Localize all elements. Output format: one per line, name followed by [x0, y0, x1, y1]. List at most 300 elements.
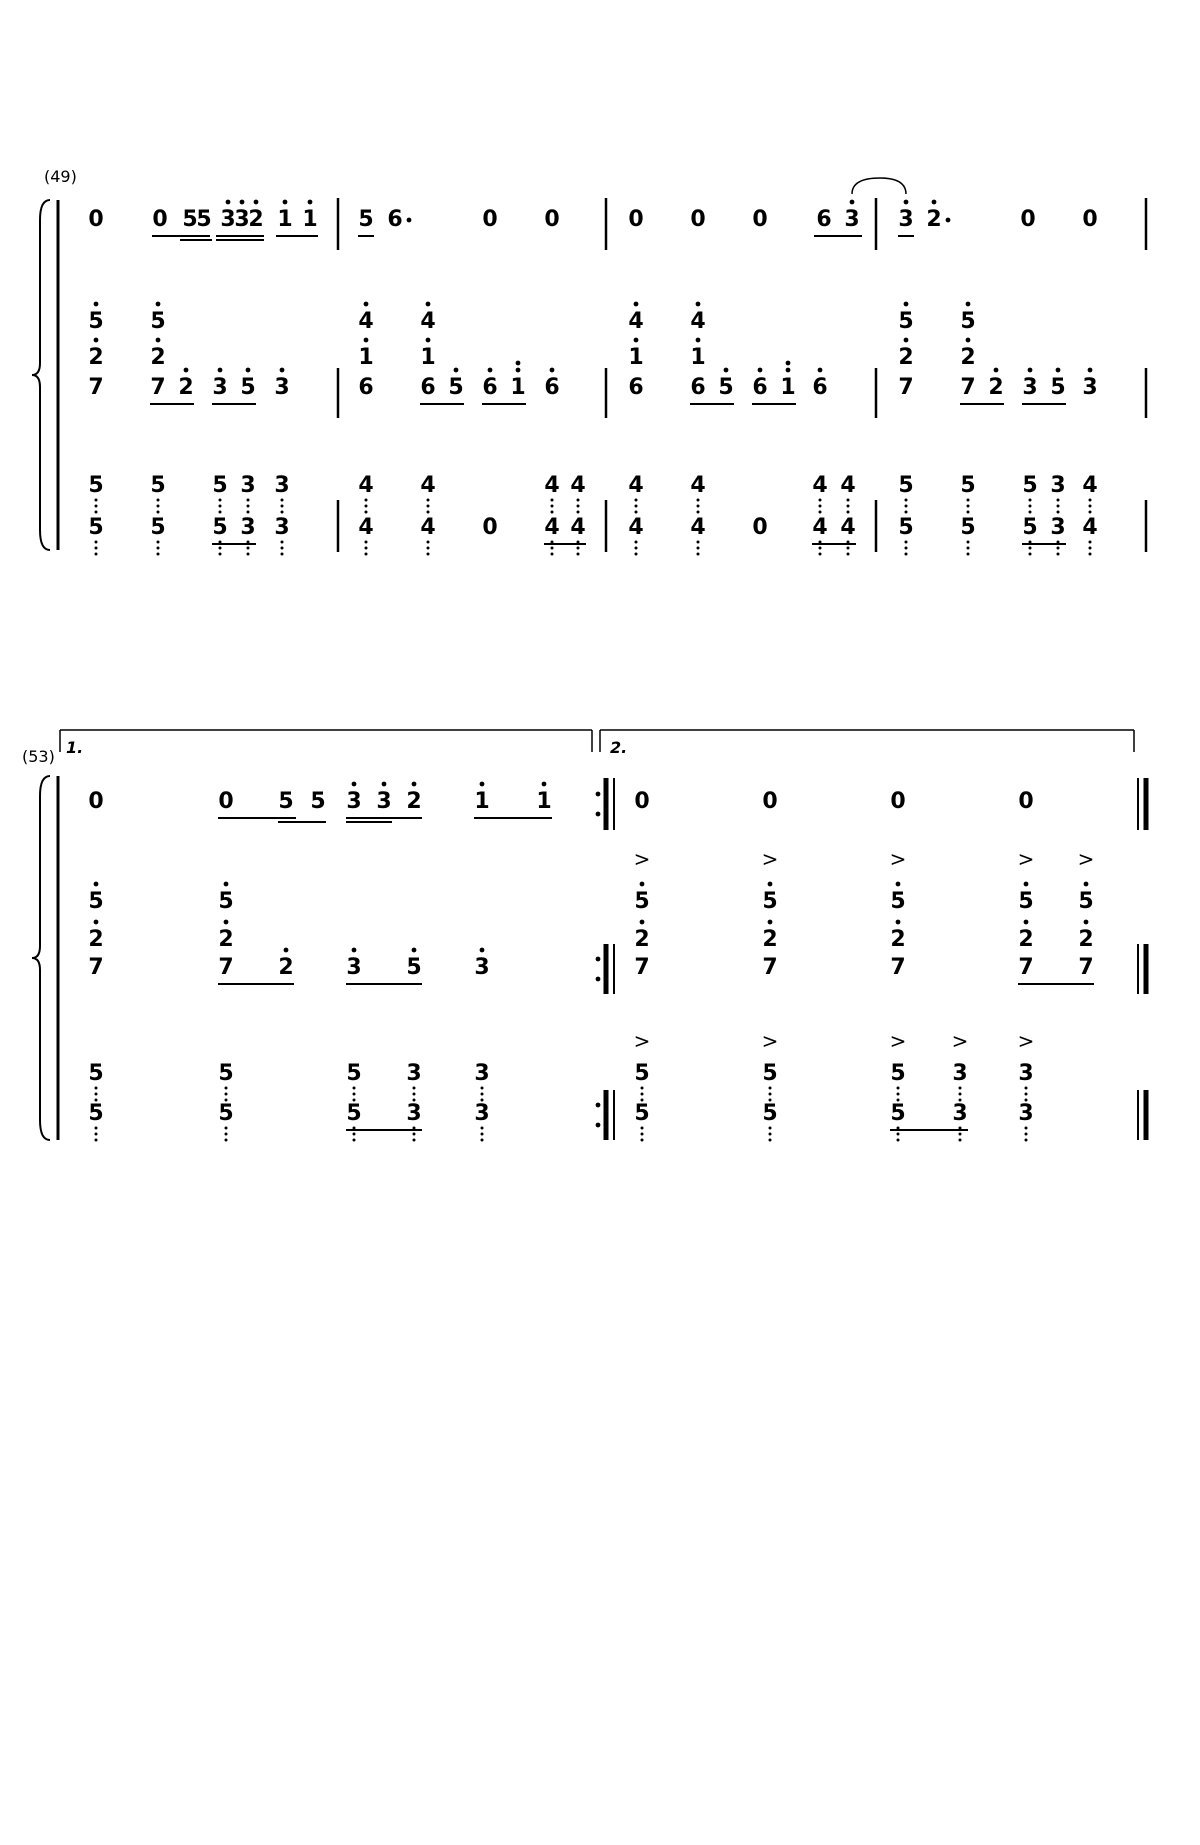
octave-down-dots: [413, 1139, 416, 1142]
note: 7: [762, 955, 778, 980]
octave-down-dots: [959, 1087, 962, 1090]
octave-down-dots: [967, 541, 970, 544]
note: 4: [840, 473, 856, 498]
octave-down-dots: [247, 505, 250, 508]
note: 5: [1022, 515, 1038, 540]
octave-up-dot: [426, 338, 431, 343]
octave-down-dots: [157, 505, 160, 508]
octave-down-dots: [157, 547, 160, 550]
note: 3: [952, 1101, 968, 1126]
note: 3: [1018, 1101, 1034, 1126]
note: 5: [960, 473, 976, 498]
octave-down-dots: [1057, 553, 1060, 556]
octave-up-dot: [480, 782, 485, 787]
note: 6: [482, 375, 498, 400]
octave-up-dot: [224, 882, 229, 887]
note: 4: [812, 515, 828, 540]
note: 5: [406, 955, 422, 980]
octave-up-dot: [516, 368, 521, 373]
note: 6: [690, 375, 706, 400]
note: 0: [634, 789, 650, 814]
octave-up-dot: [94, 338, 99, 343]
note: 5: [196, 207, 212, 232]
octave-down-dots: [847, 499, 850, 502]
note: 0: [218, 789, 234, 814]
note: 5: [718, 375, 734, 400]
octave-up-dot: [1056, 368, 1061, 373]
octave-up-dot: [904, 302, 909, 307]
accent-mark: >: [633, 1029, 651, 1053]
note: 0: [628, 207, 644, 232]
octave-up-dot: [246, 368, 251, 373]
octave-down-dots: [641, 1127, 644, 1130]
note: 5: [88, 889, 104, 914]
octave-down-dots: [551, 547, 554, 550]
note: 3: [406, 1101, 422, 1126]
octave-down-dots: [1025, 1127, 1028, 1130]
octave-down-dots: [481, 1139, 484, 1142]
note: 2: [150, 345, 166, 370]
note: 0: [152, 207, 168, 232]
octave-down-dots: [577, 553, 580, 556]
octave-down-dots: [577, 547, 580, 550]
note: 2: [988, 375, 1004, 400]
octave-up-dot: [904, 338, 909, 343]
accent-mark: >: [761, 1029, 779, 1053]
note: 3: [346, 789, 362, 814]
octave-down-dots: [427, 553, 430, 556]
note: 5: [898, 473, 914, 498]
octave-down-dots: [641, 1093, 644, 1096]
octave-down-dots: [281, 511, 284, 514]
note: 5: [310, 789, 326, 814]
octave-up-dot: [1024, 920, 1029, 925]
octave-down-dots: [697, 505, 700, 508]
note: 0: [1020, 207, 1036, 232]
octave-up-dot: [240, 200, 245, 205]
octave-down-dots: [95, 541, 98, 544]
octave-up-dot: [226, 200, 231, 205]
note: 6: [752, 375, 768, 400]
octave-up-dot: [382, 782, 387, 787]
note: 5: [890, 1101, 906, 1126]
octave-up-dot: [94, 882, 99, 887]
octave-down-dots: [635, 505, 638, 508]
accent-mark: >: [1077, 847, 1095, 871]
note: 4: [1082, 473, 1098, 498]
note: 2: [218, 927, 234, 952]
note: 3: [240, 515, 256, 540]
octave-down-dots: [481, 1093, 484, 1096]
note: 5: [762, 889, 778, 914]
octave-down-dots: [95, 1093, 98, 1096]
note: 7: [88, 955, 104, 980]
note: 6: [812, 375, 828, 400]
octave-up-dot: [156, 338, 161, 343]
octave-down-dots: [1089, 511, 1092, 514]
octave-up-dot: [896, 882, 901, 887]
octave-down-dots: [225, 1093, 228, 1096]
note: 5: [1022, 473, 1038, 498]
octave-up-dot: [488, 368, 493, 373]
octave-down-dots: [365, 505, 368, 508]
octave-down-dots: [481, 1087, 484, 1090]
repeat-dot: [596, 1103, 601, 1108]
octave-down-dots: [95, 1099, 98, 1102]
octave-up-dot: [352, 948, 357, 953]
octave-down-dots: [635, 511, 638, 514]
octave-down-dots: [1089, 547, 1092, 550]
note: 1: [628, 345, 644, 370]
note: 5: [634, 1101, 650, 1126]
octave-down-dots: [641, 1099, 644, 1102]
note: 5: [182, 207, 198, 232]
octave-up-dot: [1024, 882, 1029, 887]
octave-down-dots: [95, 547, 98, 550]
note: 5: [346, 1061, 362, 1086]
octave-down-dots: [959, 1099, 962, 1102]
octave-down-dots: [1057, 505, 1060, 508]
accent-mark: >: [951, 1029, 969, 1053]
note: 4: [570, 515, 586, 540]
note: 1: [474, 789, 490, 814]
octave-up-dot: [412, 782, 417, 787]
note: 5: [150, 473, 166, 498]
note: 3: [474, 955, 490, 980]
octave-up-dot: [454, 368, 459, 373]
octave-up-dot: [1084, 882, 1089, 887]
octave-down-dots: [819, 547, 822, 550]
note: 3: [406, 1061, 422, 1086]
octave-up-dot: [696, 302, 701, 307]
octave-down-dots: [219, 547, 222, 550]
octave-up-dot: [94, 302, 99, 307]
note: 3: [1050, 473, 1066, 498]
note: 3: [1022, 375, 1038, 400]
octave-down-dots: [1089, 553, 1092, 556]
octave-up-dot: [1028, 368, 1033, 373]
octave-down-dots: [897, 1087, 900, 1090]
repeat-dot: [596, 957, 601, 962]
note: 2: [278, 955, 294, 980]
octave-down-dots: [897, 1139, 900, 1142]
note: 7: [150, 375, 166, 400]
octave-down-dots: [157, 511, 160, 514]
note: 5: [634, 1061, 650, 1086]
octave-down-dots: [577, 511, 580, 514]
octave-down-dots: [427, 541, 430, 544]
note: 5: [358, 207, 374, 232]
tie-arc: [852, 178, 906, 194]
octave-up-dot: [218, 368, 223, 373]
octave-down-dots: [1029, 511, 1032, 514]
octave-down-dots: [157, 541, 160, 544]
octave-down-dots: [281, 505, 284, 508]
note: 5: [1018, 889, 1034, 914]
octave-down-dots: [427, 505, 430, 508]
octave-down-dots: [219, 553, 222, 556]
note: 4: [358, 473, 374, 498]
octave-down-dots: [95, 1087, 98, 1090]
note: 2: [88, 345, 104, 370]
note: 3: [1082, 375, 1098, 400]
octave-down-dots: [697, 541, 700, 544]
octave-up-dot: [480, 948, 485, 953]
octave-up-dot: [364, 338, 369, 343]
octave-down-dots: [353, 1133, 356, 1136]
octave-up-dot: [896, 920, 901, 925]
note: 7: [1078, 955, 1094, 980]
note: 4: [544, 473, 560, 498]
octave-down-dots: [697, 547, 700, 550]
octave-down-dots: [641, 1139, 644, 1142]
augmentation-dot: [407, 218, 412, 223]
octave-down-dots: [551, 505, 554, 508]
note: 1: [358, 345, 374, 370]
octave-up-dot: [94, 920, 99, 925]
note: 4: [420, 515, 436, 540]
note: 3: [474, 1061, 490, 1086]
measure-number-49: (49): [44, 167, 77, 186]
note: 4: [1082, 515, 1098, 540]
note: 2: [406, 789, 422, 814]
octave-down-dots: [1025, 1087, 1028, 1090]
octave-down-dots: [1089, 499, 1092, 502]
note: 7: [634, 955, 650, 980]
note: 4: [358, 309, 374, 334]
octave-down-dots: [697, 499, 700, 502]
notation-marks: [32, 178, 1146, 1142]
note: 0: [482, 515, 498, 540]
note: 5: [898, 515, 914, 540]
note: 3: [474, 1101, 490, 1126]
octave-down-dots: [769, 1139, 772, 1142]
note: 1: [536, 789, 552, 814]
note: 5: [448, 375, 464, 400]
octave-down-dots: [1029, 547, 1032, 550]
octave-down-dots: [353, 1139, 356, 1142]
octave-down-dots: [967, 499, 970, 502]
note: 7: [88, 375, 104, 400]
note: 5: [960, 515, 976, 540]
note: 5: [762, 1101, 778, 1126]
octave-down-dots: [1025, 1133, 1028, 1136]
note: 4: [628, 515, 644, 540]
octave-down-dots: [641, 1087, 644, 1090]
note: 4: [690, 473, 706, 498]
octave-up-dot: [640, 882, 645, 887]
octave-down-dots: [427, 547, 430, 550]
octave-down-dots: [365, 541, 368, 544]
octave-down-dots: [905, 505, 908, 508]
octave-down-dots: [1029, 553, 1032, 556]
note: 6: [420, 375, 436, 400]
note: 5: [218, 889, 234, 914]
octave-down-dots: [157, 553, 160, 556]
octave-down-dots: [365, 499, 368, 502]
octave-down-dots: [819, 511, 822, 514]
octave-down-dots: [225, 1127, 228, 1130]
note: 6: [816, 207, 832, 232]
octave-down-dots: [413, 1133, 416, 1136]
octave-down-dots: [1025, 1099, 1028, 1102]
accent-mark: >: [633, 847, 651, 871]
note: 3: [212, 375, 228, 400]
octave-down-dots: [697, 511, 700, 514]
note: 5: [88, 1061, 104, 1086]
note: 2: [926, 207, 942, 232]
note: 7: [1018, 955, 1034, 980]
octave-down-dots: [247, 499, 250, 502]
octave-down-dots: [247, 547, 250, 550]
repeat-dot: [596, 812, 601, 817]
note: 0: [752, 207, 768, 232]
note: 5: [1078, 889, 1094, 914]
octave-down-dots: [427, 511, 430, 514]
note: 4: [812, 473, 828, 498]
note: 0: [1082, 207, 1098, 232]
octave-down-dots: [577, 505, 580, 508]
octave-down-dots: [219, 505, 222, 508]
note: 3: [274, 375, 290, 400]
repeat-dot: [596, 792, 601, 797]
note: 5: [278, 789, 294, 814]
octave-down-dots: [95, 1133, 98, 1136]
note: 7: [218, 955, 234, 980]
octave-up-dot: [786, 361, 791, 366]
octave-down-dots: [95, 505, 98, 508]
octave-down-dots: [1025, 1139, 1028, 1142]
octave-up-dot: [850, 200, 855, 205]
augmentation-dot: [946, 218, 951, 223]
note: 3: [898, 207, 914, 232]
accent-mark: >: [889, 1029, 907, 1053]
note: 7: [960, 375, 976, 400]
octave-up-dot: [640, 920, 645, 925]
octave-up-dot: [550, 368, 555, 373]
octave-down-dots: [905, 511, 908, 514]
octave-down-dots: [1029, 505, 1032, 508]
note: 4: [358, 515, 374, 540]
note: 2: [248, 207, 264, 232]
octave-down-dots: [1057, 547, 1060, 550]
octave-down-dots: [967, 553, 970, 556]
octave-up-dot: [280, 368, 285, 373]
octave-up-dot: [966, 338, 971, 343]
octave-up-dot: [758, 368, 763, 373]
octave-down-dots: [967, 547, 970, 550]
note: 4: [628, 473, 644, 498]
octave-up-dot: [224, 920, 229, 925]
octave-up-dot: [696, 338, 701, 343]
octave-down-dots: [219, 511, 222, 514]
octave-down-dots: [1057, 511, 1060, 514]
note: 3: [1018, 1061, 1034, 1086]
note: 5: [88, 473, 104, 498]
octave-up-dot: [818, 368, 823, 373]
octave-up-dot: [412, 948, 417, 953]
octave-down-dots: [1057, 499, 1060, 502]
note: 5: [212, 473, 228, 498]
note: 3: [844, 207, 860, 232]
octave-up-dot: [966, 302, 971, 307]
note: 4: [544, 515, 560, 540]
octave-up-dot: [516, 361, 521, 366]
octave-down-dots: [577, 499, 580, 502]
octave-down-dots: [247, 511, 250, 514]
accent-mark: >: [1017, 1029, 1035, 1053]
note: 4: [690, 515, 706, 540]
note: 5: [890, 889, 906, 914]
note: 0: [752, 515, 768, 540]
note: 0: [1018, 789, 1034, 814]
octave-down-dots: [897, 1093, 900, 1096]
note: 6: [544, 375, 560, 400]
octave-down-dots: [769, 1093, 772, 1096]
volta-second-label: 2.: [610, 738, 628, 757]
octave-up-dot: [724, 368, 729, 373]
octave-up-dot: [254, 200, 259, 205]
note: 0: [88, 207, 104, 232]
note: 5: [898, 309, 914, 334]
octave-down-dots: [847, 511, 850, 514]
octave-down-dots: [225, 1139, 228, 1142]
octave-down-dots: [413, 1099, 416, 1102]
note: 6: [358, 375, 374, 400]
note: 4: [840, 515, 856, 540]
note: 2: [88, 927, 104, 952]
note: 1: [420, 345, 436, 370]
octave-down-dots: [481, 1127, 484, 1130]
octave-up-dot: [932, 200, 937, 205]
octave-down-dots: [635, 541, 638, 544]
octave-down-dots: [769, 1087, 772, 1090]
octave-down-dots: [635, 547, 638, 550]
note: 5: [1050, 375, 1066, 400]
note: 5: [634, 889, 650, 914]
octave-up-dot: [768, 882, 773, 887]
octave-down-dots: [551, 553, 554, 556]
octave-down-dots: [1089, 505, 1092, 508]
octave-down-dots: [95, 553, 98, 556]
octave-down-dots: [897, 1099, 900, 1102]
note: 2: [890, 927, 906, 952]
octave-down-dots: [95, 499, 98, 502]
octave-down-dots: [847, 505, 850, 508]
octave-up-dot: [308, 200, 313, 205]
octave-down-dots: [905, 547, 908, 550]
octave-up-dot: [284, 948, 289, 953]
octave-down-dots: [769, 1099, 772, 1102]
note: 3: [376, 789, 392, 814]
repeat-dot: [596, 977, 601, 982]
note: 2: [1018, 927, 1034, 952]
octave-down-dots: [769, 1127, 772, 1130]
accent-mark: >: [889, 847, 907, 871]
octave-down-dots: [905, 499, 908, 502]
note: 5: [150, 515, 166, 540]
octave-down-dots: [365, 547, 368, 550]
note: 3: [346, 955, 362, 980]
octave-down-dots: [95, 1139, 98, 1142]
octave-down-dots: [247, 553, 250, 556]
octave-down-dots: [365, 511, 368, 514]
octave-down-dots: [1089, 541, 1092, 544]
note: 2: [762, 927, 778, 952]
octave-down-dots: [95, 511, 98, 514]
accent-mark: >: [1017, 847, 1035, 871]
octave-up-dot: [994, 368, 999, 373]
